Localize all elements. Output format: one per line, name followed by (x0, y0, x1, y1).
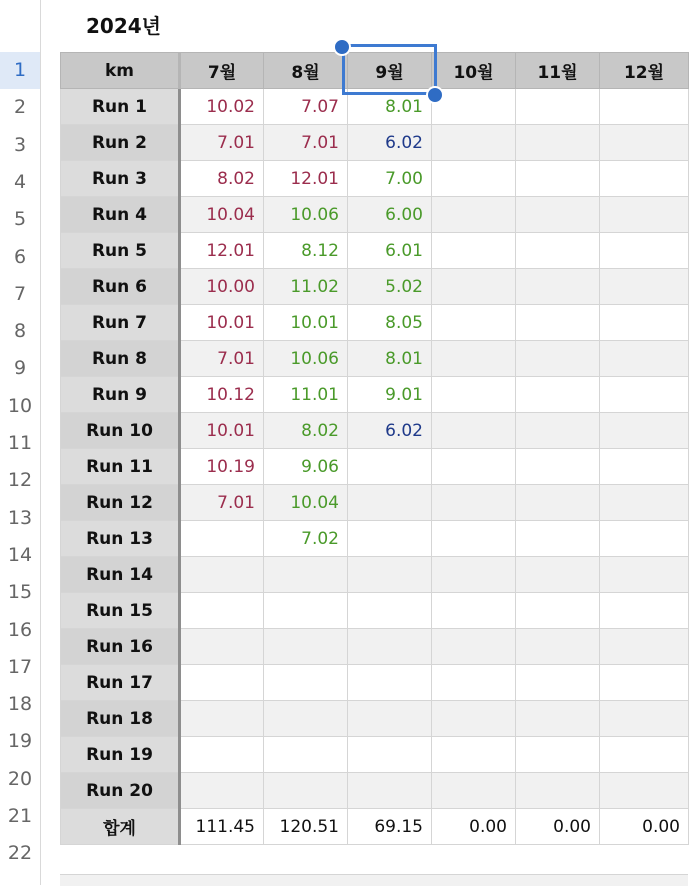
data-cell[interactable] (432, 737, 516, 773)
table-row (61, 557, 689, 593)
row-number-16[interactable]: 16 (7, 618, 33, 641)
data-cell[interactable] (432, 305, 516, 341)
data-cell[interactable] (600, 89, 689, 125)
run-label-cell[interactable]: Run 5 (61, 233, 180, 269)
month-header-11[interactable]: 11월 (516, 53, 600, 89)
table-row (61, 305, 689, 341)
total-cell[interactable]: 120.51 (264, 809, 348, 845)
table-row (61, 413, 689, 449)
month-header-10[interactable]: 10월 (432, 53, 516, 89)
data-cell[interactable] (516, 737, 600, 773)
data-cell[interactable] (600, 377, 689, 413)
data-cell[interactable]: 10.01 (180, 413, 264, 449)
data-cell[interactable] (348, 737, 432, 773)
table-row (61, 593, 689, 629)
data-cell[interactable]: 11.01 (264, 377, 348, 413)
data-cell[interactable] (600, 701, 689, 737)
run-label-cell[interactable]: Run 14 (61, 557, 180, 593)
data-cell[interactable]: 7.01 (264, 125, 348, 161)
data-cell[interactable]: 8.05 (348, 305, 432, 341)
table-row (61, 197, 689, 233)
total-cell[interactable]: 0.00 (432, 809, 516, 845)
data-cell[interactable] (264, 737, 348, 773)
row-number-9[interactable]: 9 (13, 357, 27, 380)
data-cell[interactable] (432, 593, 516, 629)
data-cell[interactable] (516, 89, 600, 125)
data-cell[interactable] (432, 701, 516, 737)
month-header-12[interactable]: 12월 (600, 53, 689, 89)
data-cell[interactable] (180, 521, 264, 557)
data-cell[interactable]: 7.01 (180, 485, 264, 521)
data-cell[interactable] (600, 341, 689, 377)
row-number-18[interactable]: 18 (7, 693, 33, 716)
row-number-22[interactable]: 22 (7, 842, 33, 865)
row-number-13[interactable]: 13 (7, 506, 33, 529)
total-cell[interactable]: 69.15 (348, 809, 432, 845)
row-number-20[interactable]: 20 (7, 767, 33, 790)
table-row (61, 665, 689, 701)
data-cell[interactable] (432, 413, 516, 449)
month-header-8[interactable]: 8월 (264, 53, 348, 89)
table-row (61, 89, 689, 125)
data-cell[interactable]: 11.02 (264, 269, 348, 305)
data-cell[interactable] (600, 773, 689, 809)
data-cell[interactable] (600, 269, 689, 305)
table-row (61, 485, 689, 521)
table-row (61, 125, 689, 161)
month-header-7[interactable]: 7월 (180, 53, 264, 89)
row-number-4[interactable]: 4 (13, 170, 27, 193)
row-number-12[interactable]: 12 (7, 469, 33, 492)
data-cell[interactable] (180, 593, 264, 629)
run-label-cell[interactable]: Run 6 (61, 269, 180, 305)
run-label-cell[interactable]: Run 13 (61, 521, 180, 557)
run-label-cell[interactable]: Run 9 (61, 377, 180, 413)
data-cell[interactable] (432, 449, 516, 485)
run-label-cell[interactable]: Run 12 (61, 485, 180, 521)
data-cell[interactable] (432, 197, 516, 233)
data-cell[interactable] (432, 341, 516, 377)
data-cell[interactable]: 10.00 (180, 269, 264, 305)
data-cell[interactable] (432, 233, 516, 269)
data-cell[interactable] (432, 773, 516, 809)
table-row (61, 377, 689, 413)
total-cell[interactable]: 0.00 (516, 809, 600, 845)
data-cell[interactable] (264, 701, 348, 737)
data-cell[interactable]: 10.01 (264, 305, 348, 341)
row-number-14[interactable]: 14 (7, 543, 33, 566)
data-cell[interactable] (516, 413, 600, 449)
header-row (61, 53, 689, 89)
row-number-19[interactable]: 19 (7, 730, 33, 753)
data-cell[interactable] (600, 305, 689, 341)
total-row (61, 809, 689, 845)
data-cell[interactable] (600, 629, 689, 665)
data-cell[interactable]: 10.04 (180, 197, 264, 233)
data-cell[interactable] (600, 233, 689, 269)
data-cell[interactable] (516, 701, 600, 737)
data-cell[interactable]: 8.12 (264, 233, 348, 269)
run-label-cell[interactable]: Run 18 (61, 701, 180, 737)
data-cell[interactable]: 6.00 (348, 197, 432, 233)
data-cell[interactable] (180, 737, 264, 773)
data-cell[interactable] (432, 125, 516, 161)
data-cell[interactable] (180, 773, 264, 809)
data-cell[interactable] (348, 485, 432, 521)
data-cell[interactable]: 10.01 (180, 305, 264, 341)
data-cell[interactable] (432, 89, 516, 125)
row-number-7[interactable]: 7 (13, 282, 27, 305)
data-cell[interactable] (180, 665, 264, 701)
run-label-cell[interactable]: Run 20 (61, 773, 180, 809)
data-cell[interactable]: 8.01 (348, 341, 432, 377)
data-cell[interactable] (600, 521, 689, 557)
data-cell[interactable]: 10.19 (180, 449, 264, 485)
data-cell[interactable]: 9.01 (348, 377, 432, 413)
run-label-cell[interactable]: Run 11 (61, 449, 180, 485)
data-cell[interactable] (348, 629, 432, 665)
data-cell[interactable] (516, 233, 600, 269)
row-number-8[interactable]: 8 (13, 320, 27, 343)
table-row (61, 161, 689, 197)
data-cell[interactable]: 8.02 (180, 161, 264, 197)
data-cell[interactable] (264, 665, 348, 701)
data-cell[interactable] (432, 521, 516, 557)
table-row (61, 773, 689, 809)
spreadsheet-table (60, 52, 689, 845)
month-header-9[interactable]: 9월 (348, 53, 432, 89)
run-label-cell[interactable]: Run 17 (61, 665, 180, 701)
data-cell[interactable] (600, 557, 689, 593)
run-label-cell[interactable]: Run 2 (61, 125, 180, 161)
data-cell[interactable]: 7.00 (348, 161, 432, 197)
row-number-5[interactable]: 5 (13, 208, 27, 231)
data-cell[interactable] (600, 485, 689, 521)
table-row (61, 233, 689, 269)
data-cell[interactable] (264, 629, 348, 665)
data-cell[interactable]: 7.01 (180, 125, 264, 161)
total-label-cell[interactable]: 합계 (61, 809, 180, 845)
run-label-cell[interactable]: Run 15 (61, 593, 180, 629)
data-cell[interactable] (516, 161, 600, 197)
total-cell[interactable]: 0.00 (600, 809, 689, 845)
data-cell[interactable]: 12.01 (264, 161, 348, 197)
data-cell[interactable]: 12.01 (180, 233, 264, 269)
data-cell[interactable] (516, 449, 600, 485)
run-label-cell[interactable]: Run 1 (61, 89, 180, 125)
data-cell[interactable] (600, 125, 689, 161)
table-row (61, 521, 689, 557)
data-cell[interactable]: 10.06 (264, 197, 348, 233)
data-cell[interactable] (516, 269, 600, 305)
data-cell[interactable] (264, 557, 348, 593)
data-cell[interactable] (516, 341, 600, 377)
row-number-15[interactable]: 15 (7, 581, 33, 604)
data-cell[interactable] (516, 377, 600, 413)
table-row (61, 701, 689, 737)
selection-handle-bottom-right[interactable] (426, 86, 444, 104)
table-row (61, 341, 689, 377)
data-cell[interactable] (348, 701, 432, 737)
data-cell[interactable] (348, 773, 432, 809)
data-cell[interactable] (264, 593, 348, 629)
data-cell[interactable] (516, 629, 600, 665)
data-cell[interactable]: 7.07 (264, 89, 348, 125)
row-number-2[interactable]: 2 (13, 96, 27, 119)
data-cell[interactable] (516, 197, 600, 233)
total-cell[interactable]: 111.45 (180, 809, 264, 845)
data-cell[interactable]: 10.04 (264, 485, 348, 521)
data-cell[interactable] (516, 557, 600, 593)
run-label-cell[interactable]: Run 8 (61, 341, 180, 377)
data-cell[interactable]: 6.02 (348, 125, 432, 161)
table-row (61, 269, 689, 305)
run-label-cell[interactable]: Run 16 (61, 629, 180, 665)
data-cell[interactable] (348, 449, 432, 485)
data-cell[interactable] (600, 737, 689, 773)
table-row (61, 449, 689, 485)
data-cell[interactable] (180, 701, 264, 737)
row-number-1[interactable]: 1 (0, 52, 40, 89)
row-number-10[interactable]: 10 (7, 394, 33, 417)
data-cell[interactable] (432, 665, 516, 701)
data-cell[interactable]: 7.01 (180, 341, 264, 377)
data-cell[interactable] (600, 665, 689, 701)
data-cell[interactable]: 10.12 (180, 377, 264, 413)
table-row (61, 737, 689, 773)
table-row (61, 629, 689, 665)
header-label-cell[interactable]: km (61, 53, 180, 89)
data-cell[interactable] (348, 557, 432, 593)
data-cell[interactable]: 10.02 (180, 89, 264, 125)
data-cell[interactable]: 6.01 (348, 233, 432, 269)
next-row-strip (60, 874, 688, 886)
data-cell[interactable]: 5.02 (348, 269, 432, 305)
data-cell[interactable] (432, 629, 516, 665)
run-label-cell[interactable]: Run 3 (61, 161, 180, 197)
data-cell[interactable] (516, 593, 600, 629)
data-cell[interactable] (600, 161, 689, 197)
run-label-cell[interactable]: Run 10 (61, 413, 180, 449)
data-cell[interactable] (432, 557, 516, 593)
selection-handle-top-left[interactable] (333, 38, 351, 56)
run-label-cell[interactable]: Run 4 (61, 197, 180, 233)
data-cell[interactable] (180, 557, 264, 593)
data-cell[interactable] (516, 125, 600, 161)
sheet-title: 2024년 (86, 14, 161, 38)
data-cell[interactable] (516, 773, 600, 809)
data-cell[interactable] (600, 593, 689, 629)
data-cell[interactable]: 8.02 (264, 413, 348, 449)
data-cell[interactable] (432, 161, 516, 197)
data-cell[interactable]: 10.06 (264, 341, 348, 377)
data-cell[interactable]: 8.01 (348, 89, 432, 125)
row-number-6[interactable]: 6 (13, 245, 27, 268)
data-cell[interactable] (348, 521, 432, 557)
row-number-21[interactable]: 21 (7, 805, 33, 827)
data-cell[interactable] (516, 665, 600, 701)
row-number-3[interactable]: 3 (13, 133, 27, 156)
data-cell[interactable] (432, 269, 516, 305)
data-cell[interactable] (348, 665, 432, 701)
data-cell[interactable]: 7.02 (264, 521, 348, 557)
data-cell[interactable] (348, 593, 432, 629)
data-cell[interactable] (516, 485, 600, 521)
row-number-11[interactable]: 11 (7, 432, 33, 454)
data-cell[interactable] (432, 485, 516, 521)
data-cell[interactable] (600, 413, 689, 449)
run-label-cell[interactable]: Run 7 (61, 305, 180, 341)
data-cell[interactable] (516, 521, 600, 557)
data-cell[interactable] (264, 773, 348, 809)
data-cell[interactable]: 9.06 (264, 449, 348, 485)
data-cell[interactable] (600, 197, 689, 233)
data-cell[interactable] (180, 629, 264, 665)
data-cell[interactable] (600, 449, 689, 485)
row-number-17[interactable]: 17 (7, 655, 33, 678)
run-label-cell[interactable]: Run 19 (61, 737, 180, 773)
data-cell[interactable] (516, 305, 600, 341)
data-cell[interactable]: 6.02 (348, 413, 432, 449)
data-cell[interactable] (432, 377, 516, 413)
